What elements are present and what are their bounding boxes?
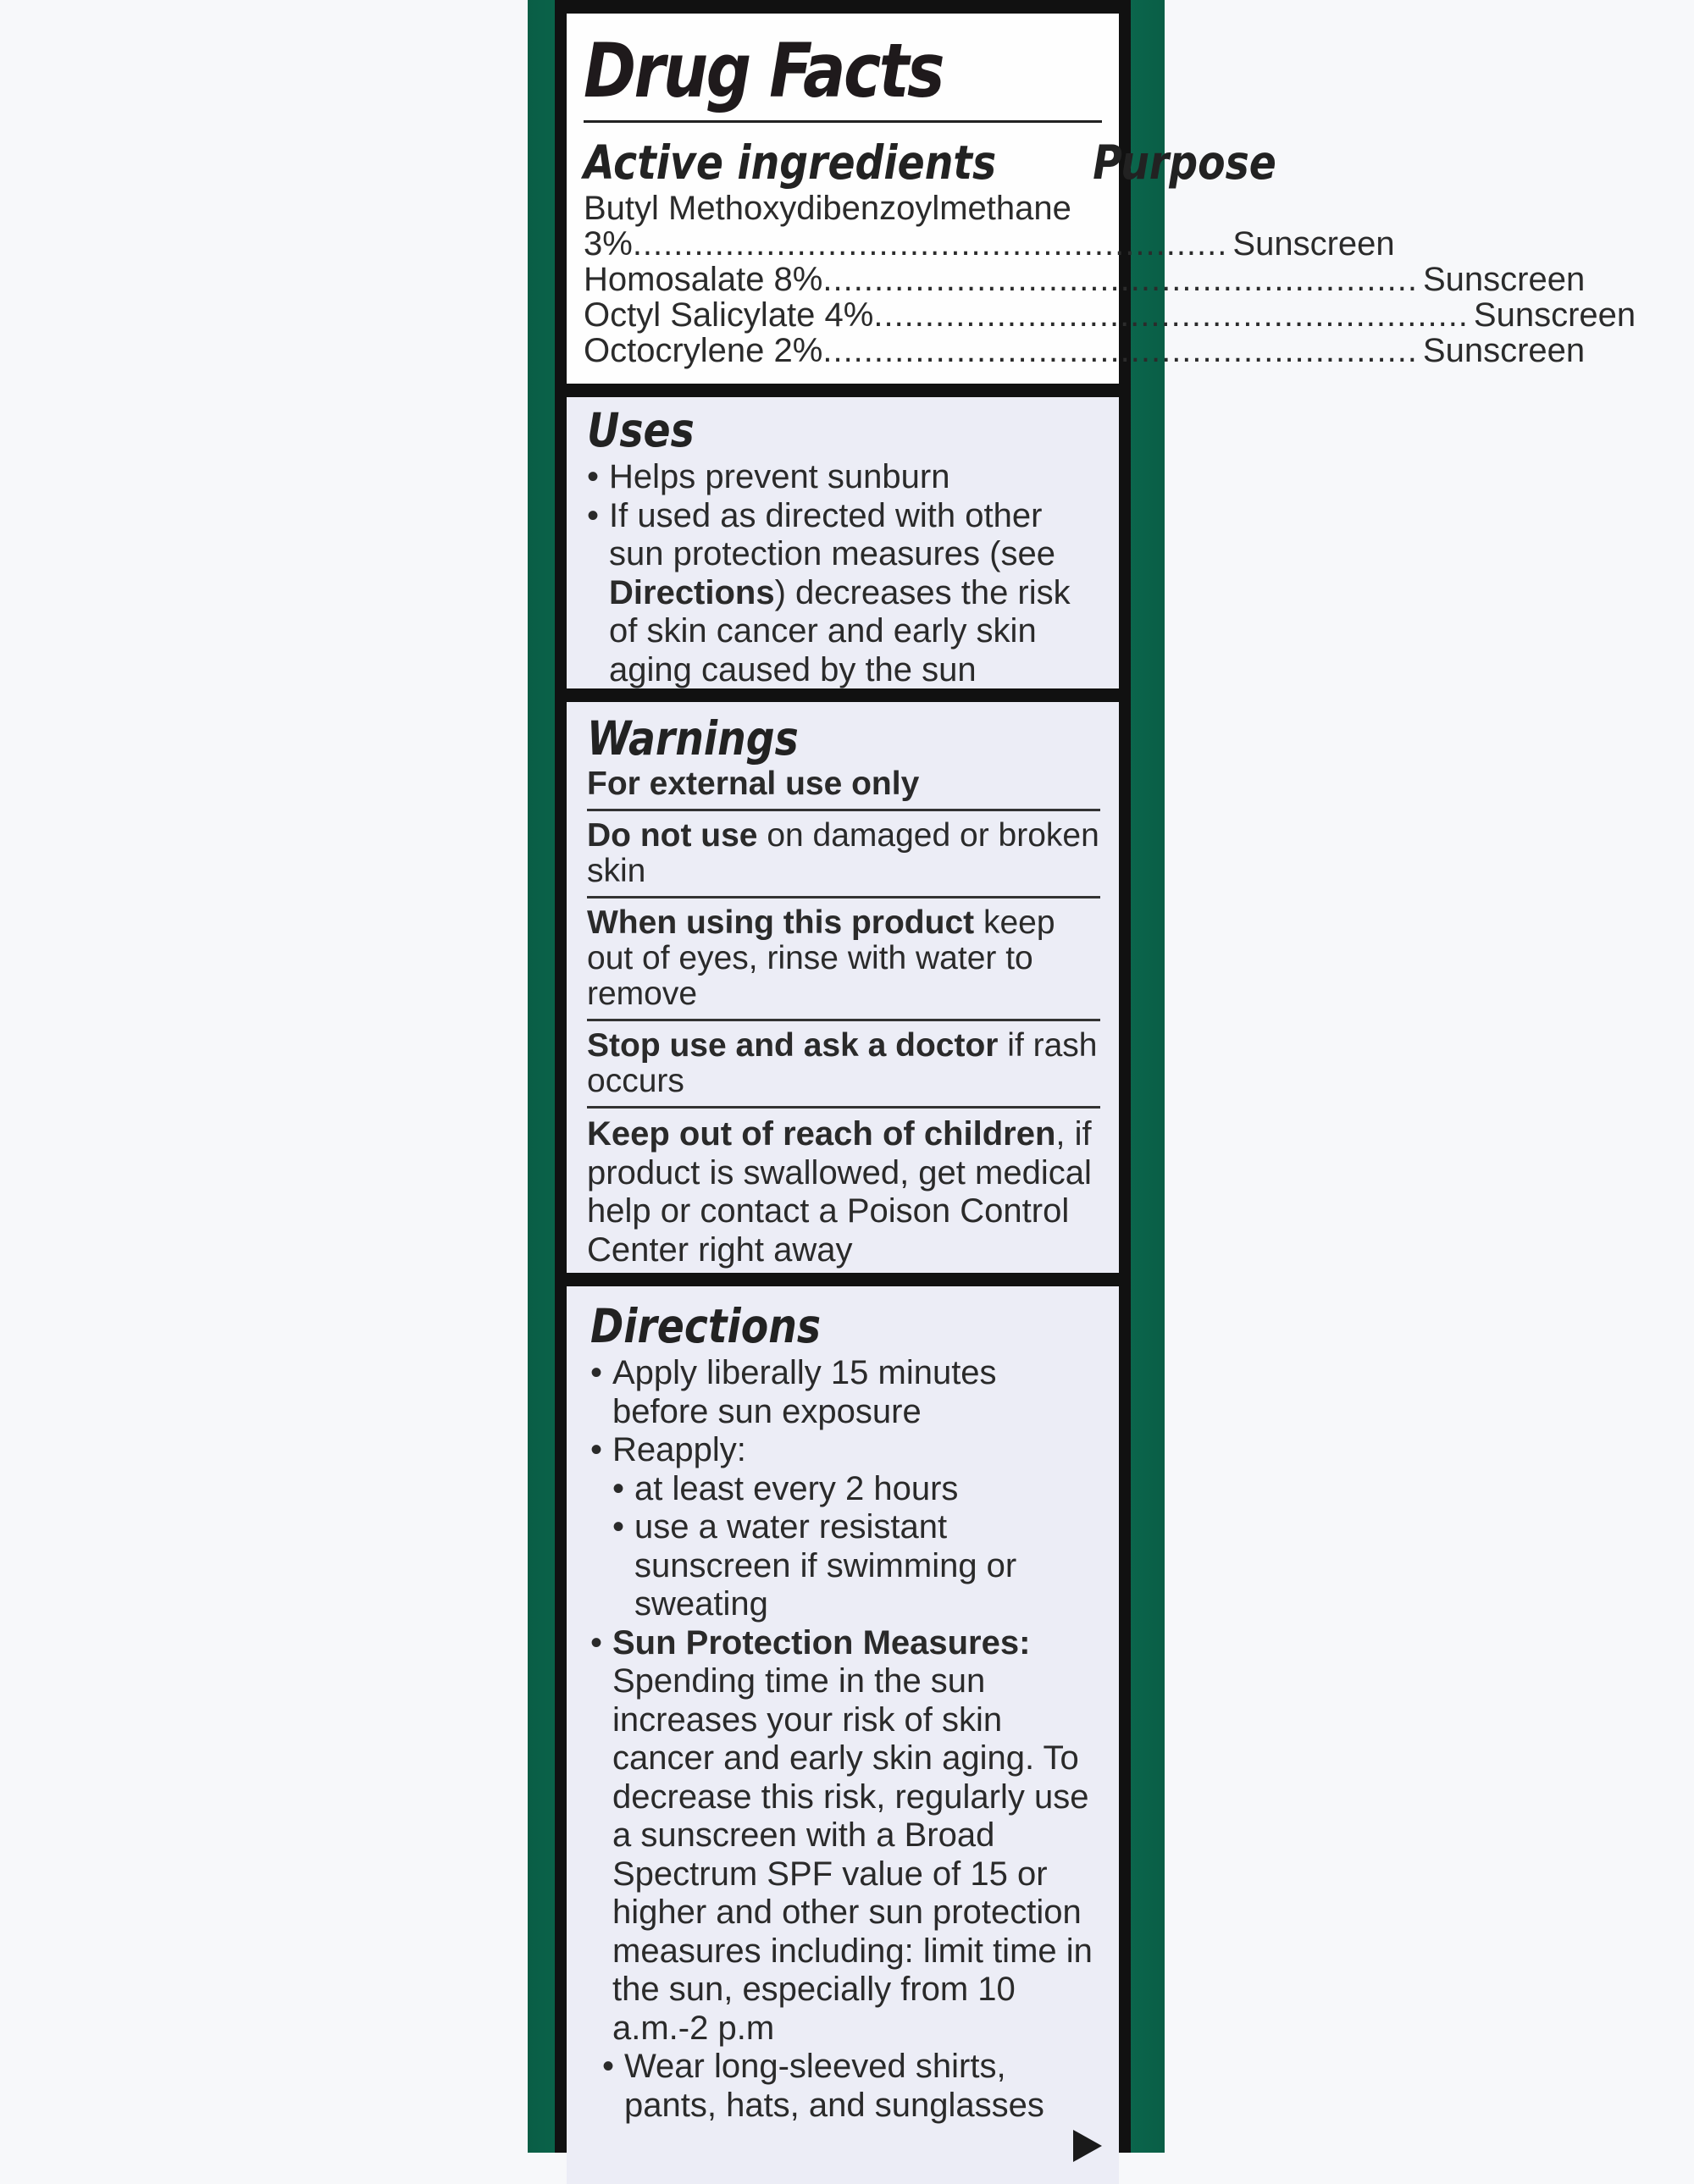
uses-heading: Uses [587,403,695,457]
purpose-heading: Purpose [1093,135,1277,190]
ingredient-row: Octocrylene 2% .......................................................... Sunscreen [584,332,1586,369]
ingredient-name: Butyl Methoxydibenzoylmethane [584,190,1071,227]
title-section [567,14,1636,384]
warnings-heading: Warnings [587,711,799,766]
list-item: • at least every 2 hours [612,1469,959,1507]
list-item: • Reapply: [590,1431,746,1468]
directions-section [567,1286,1119,2184]
active-ingredients-heading: Active ingredients [584,135,997,190]
list-item: • Helps prevent sunburn [587,458,950,495]
external-use-line: For external use only [587,766,920,802]
warnings-section [567,702,1119,1273]
directions-heading: Directions [590,1299,822,1353]
leader-dots: .......................................................... [873,296,1469,334]
when-using-warning: When using this product keep out of eyes, rinse with water to remove [587,904,1055,1012]
ingredient-row: 3% .......................................................... Sunscreen [584,225,1395,263]
leader-dots: .......................................................... [822,261,1418,298]
leader-dots: .......................................................... [822,332,1418,369]
divider [587,809,1100,811]
list-item: • If used as directed with other sun protection measures (see Directions) decreases the risk of skin cancer and early skin aging caused by the sun [587,496,1071,688]
list-item: • use a water resistant sunscreen if swimming or sweating [612,1508,1017,1623]
list-item: • Wear long-sleeved shirts, pants, hats, and sunglasses [602,2048,1044,2124]
drug-facts-panel [555,0,1636,2153]
page-title: Drug Facts [584,27,943,114]
continue-arrow-icon [1073,2130,1102,2162]
title-rule [584,120,1102,123]
divider [587,1106,1100,1109]
active-header-row [584,135,1277,191]
list-item: • Apply liberally 15 minutes before sun exposure [590,1354,997,1430]
uses-section [567,397,1119,688]
leader-dots: .......................................................... [632,225,1228,263]
divider [587,896,1100,898]
ingredient-row: Octyl Salicylate 4% .......................................................... Sunscreen [584,296,1636,334]
keep-out-of-reach-warning: Keep out of reach of children, if product is swallowed, get medical help or contact a Poison Control Center right away [587,1115,1092,1269]
ingredient-row: Homosalate 8% .......................................................... Sunscreen [584,261,1586,298]
list-item: • Sun Protection Measures: Spending time in the sun increases your risk of skin cancer and early skin aging. To decrease this risk, regularly use a sunscreen with a Broad Spectrum SPF value of 15 or higher and other sun protection measures including: limit time in the sun, especially from 10 a.m.-2 p.m [590,1623,1093,2047]
stop-use-warning: Stop use and ask a doctor if rash occurs [587,1027,1098,1099]
do-not-use-warning: Do not use on damaged or broken skin [587,817,1099,889]
divider [587,1019,1100,1021]
